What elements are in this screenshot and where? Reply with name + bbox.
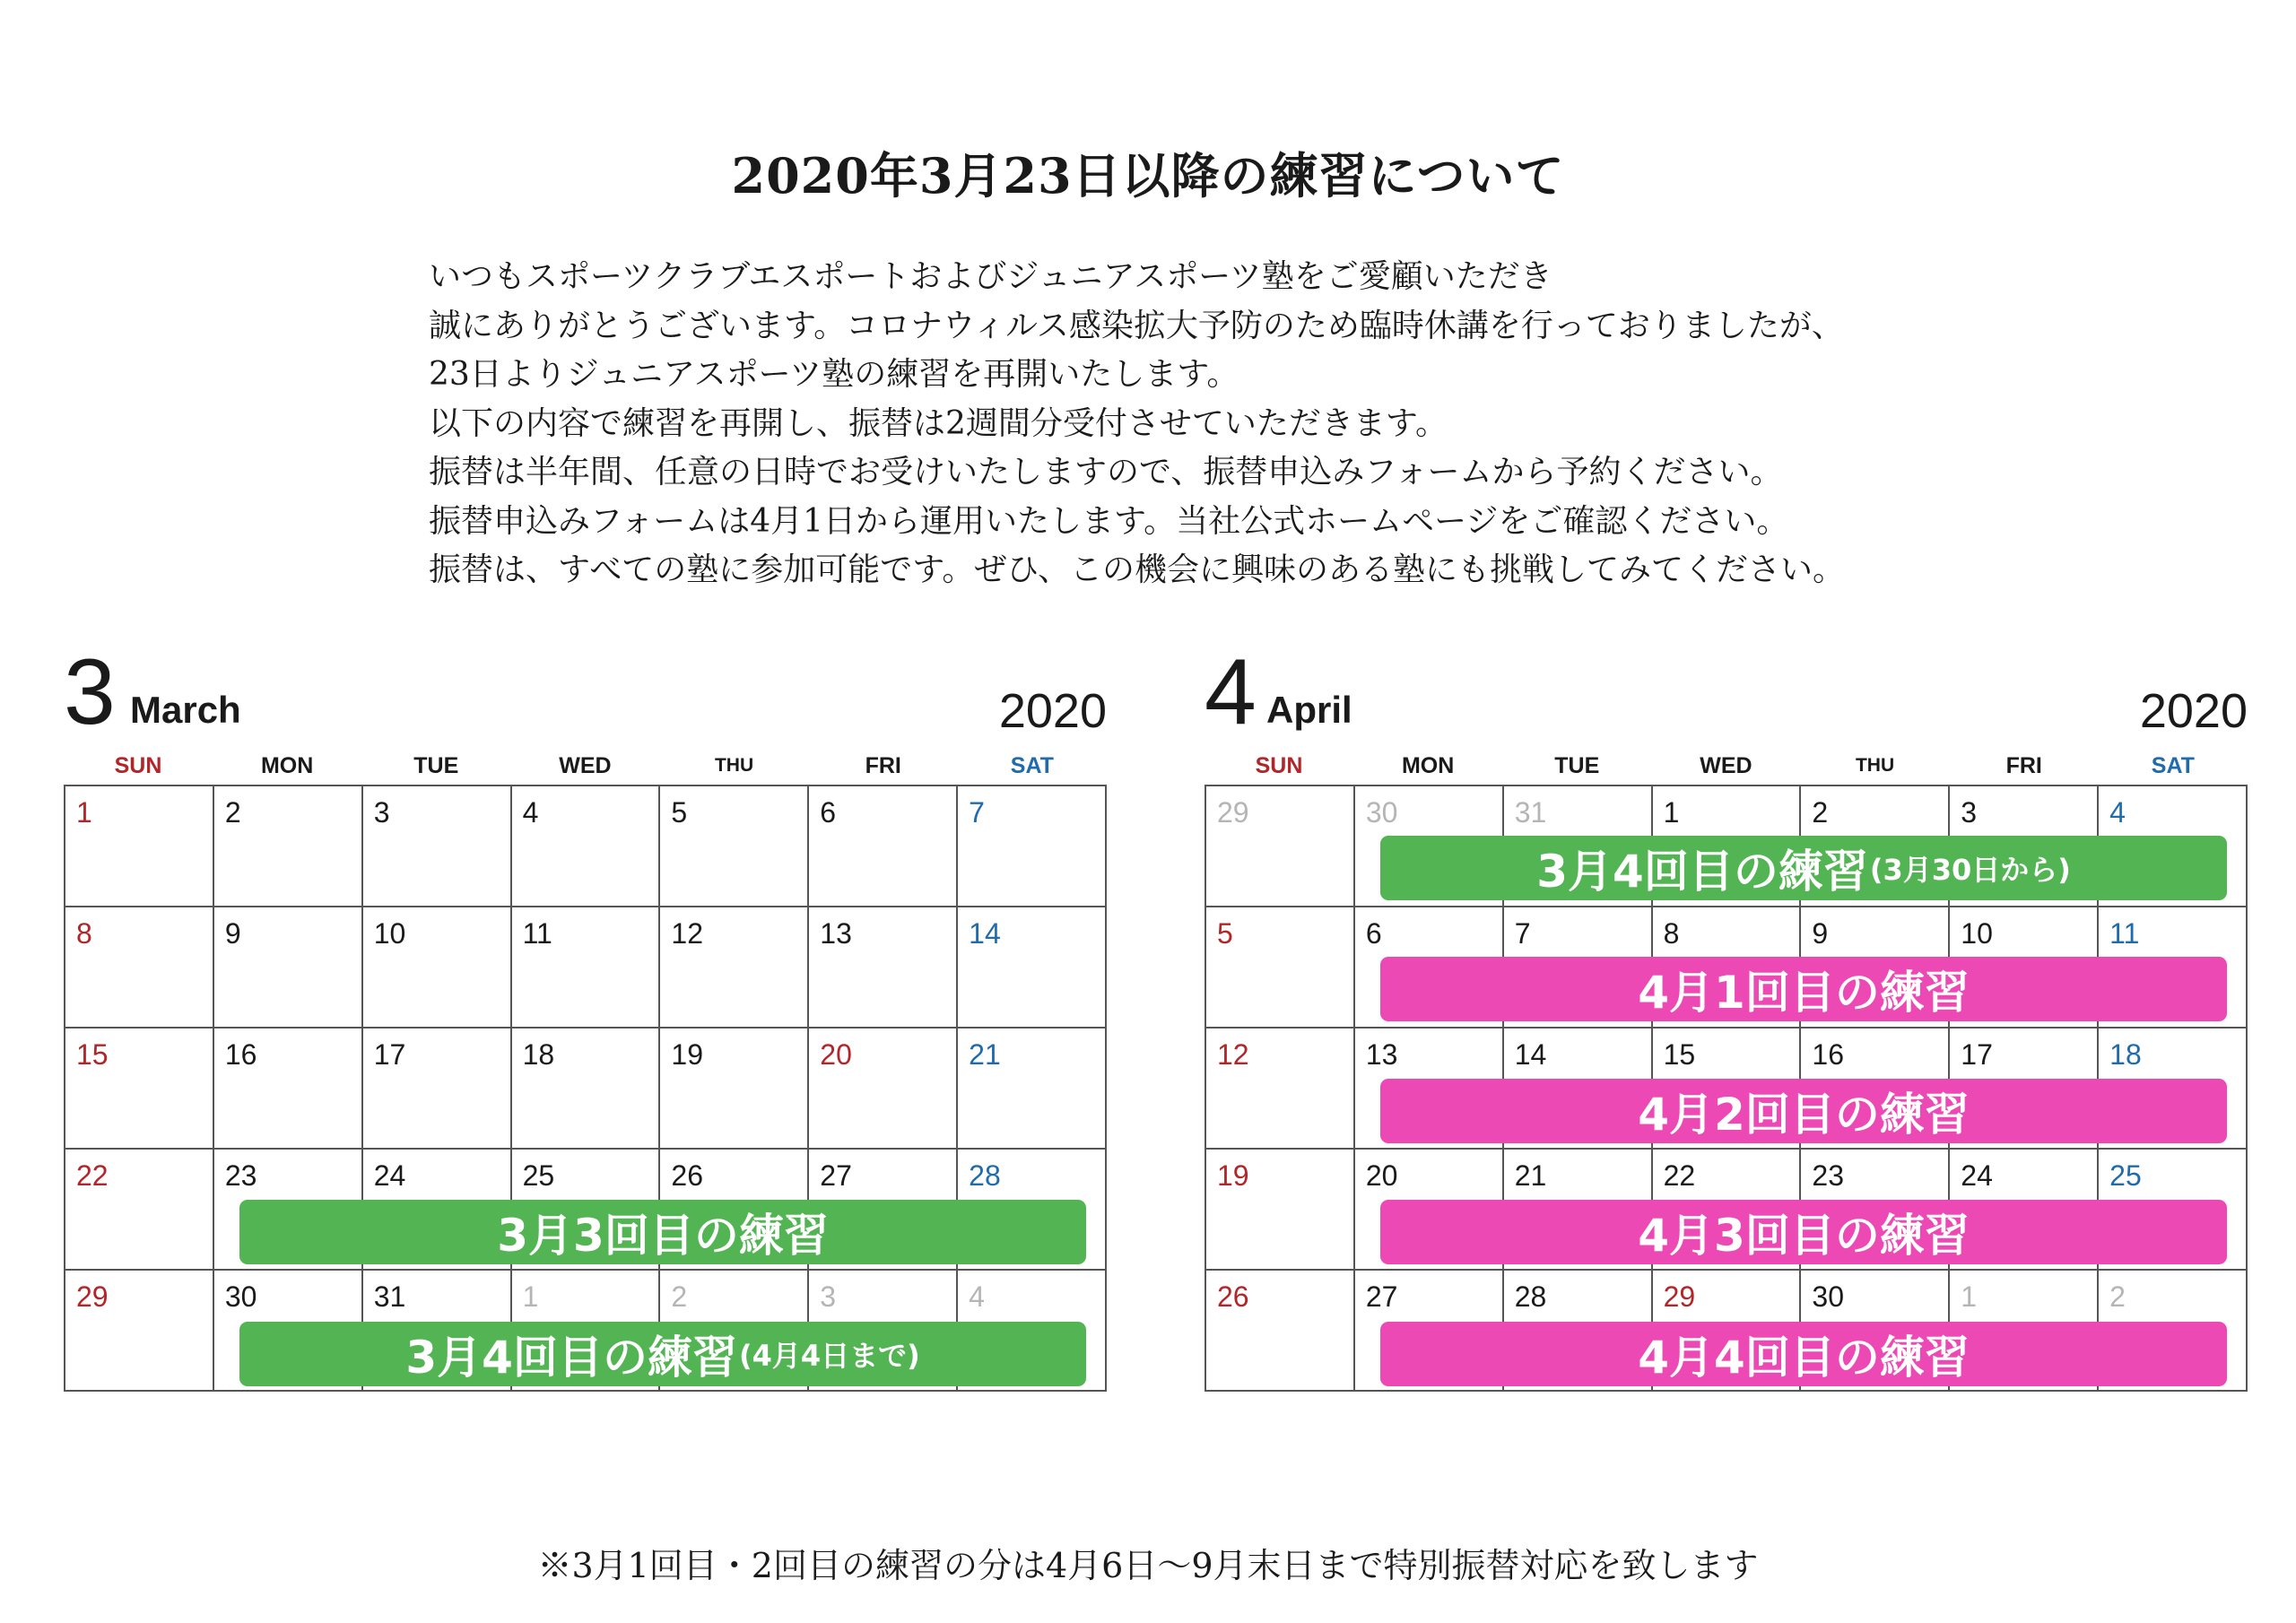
day-cell: 26 (1206, 1271, 1355, 1392)
day-cell: 21 (958, 1028, 1107, 1150)
intro-line: 振替は、すべての塾に参加可能です。ぜひ、この機会に興味のある塾にも挑戦してみてください。 (429, 551, 1845, 588)
day-cell: 9 (214, 907, 363, 1028)
day-cell: 29 (1206, 786, 1355, 907)
weekday-mon: MON (1401, 753, 1455, 778)
practice-bar-label: 3月4回目の練習 (405, 1331, 737, 1384)
practice-bar (1380, 836, 2227, 900)
practice-bar-label: 3月4回目の練習 (1536, 846, 1868, 898)
year-label: 2020 (998, 684, 1107, 738)
day-cell: 6 (1355, 907, 1504, 1028)
practice-bar (1380, 1200, 2227, 1264)
practice-bar-note: (3月30日から) (1869, 853, 2071, 887)
day-cell: 30 (214, 1271, 363, 1392)
practice-bar-label: 4月4回目の練習 (1638, 1331, 1970, 1384)
day-cell: 4 (512, 786, 661, 907)
day-cell: 23 (1801, 1150, 1950, 1271)
weekday-tue: TUE (413, 753, 459, 778)
day-cell: 10 (363, 907, 512, 1028)
day-cell: 22 (1653, 1150, 1802, 1271)
day-cell: 8 (1653, 907, 1802, 1028)
day-cell: 20 (809, 1028, 958, 1150)
practice-bar (1380, 957, 2227, 1021)
month-name: April (1266, 689, 1352, 731)
year-label: 2020 (2139, 684, 2248, 738)
day-cell: 7 (1504, 907, 1653, 1028)
weekday-sun: SUN (114, 753, 162, 778)
weekday-fri: FRI (2005, 753, 2042, 778)
day-cell: 18 (2099, 1028, 2248, 1150)
day-cell: 13 (809, 907, 958, 1028)
day-cell: 12 (1206, 1028, 1355, 1150)
practice-bar-label: 4月3回目の練習 (1638, 1210, 1970, 1263)
day-cell: 11 (2099, 907, 2248, 1028)
practice-bar-note: (4月4日まで) (738, 1338, 920, 1373)
practice-bar-label: 3月3回目の練習 (497, 1210, 829, 1263)
day-cell: 7 (958, 786, 1107, 907)
day-cell: 31 (1504, 786, 1653, 907)
day-cell: 8 (65, 907, 214, 1028)
day-cell: 12 (660, 907, 809, 1028)
day-cell: 26 (660, 1150, 809, 1271)
day-cell: 9 (1801, 907, 1950, 1028)
day-cell: 29 (65, 1271, 214, 1392)
practice-bar-label: 4月2回目の練習 (1638, 1088, 1970, 1141)
day-cell: 1 (512, 1271, 661, 1392)
footnote: ※3月1回目・2回目の練習の分は4月6日〜9月末日まで特別振替対応を致します (537, 1546, 1759, 1585)
day-cell: 1 (1950, 1271, 2099, 1392)
weekday-sun: SUN (1255, 753, 1303, 778)
practice-bar (1380, 1079, 2227, 1143)
day-cell: 17 (1950, 1028, 2099, 1150)
weekday-sat: SAT (1010, 753, 1054, 778)
month-name: March (130, 689, 241, 731)
day-cell: 10 (1950, 907, 2099, 1028)
weekday-sat: SAT (2151, 753, 2195, 778)
day-cell: 19 (1206, 1150, 1355, 1271)
month-number: 4 (1205, 640, 1257, 744)
day-cell: 5 (660, 786, 809, 907)
calendar-april (1205, 640, 2248, 1392)
weekday-header (1205, 748, 2248, 784)
weekday-wed: WED (559, 753, 612, 778)
intro-line: 23日よりジュニアスポーツ塾の練習を再開いたします。 (429, 356, 1239, 393)
day-cell: 14 (958, 907, 1107, 1028)
day-cell: 24 (363, 1150, 512, 1271)
practice-bar-label: 4月1回目の練習 (1638, 967, 1970, 1020)
day-cell: 17 (363, 1028, 512, 1150)
day-cell: 18 (512, 1028, 661, 1150)
practice-bar (239, 1322, 1086, 1386)
day-cell: 16 (214, 1028, 363, 1150)
weekday-mon: MON (260, 753, 314, 778)
calendar-header (1205, 640, 2248, 744)
day-cell: 20 (1355, 1150, 1504, 1271)
day-cell: 30 (1801, 1271, 1950, 1392)
day-cell: 25 (2099, 1150, 2248, 1271)
intro-line: 以下の内容で練習を再開し、振替は2週間分受付させていただきます。 (429, 404, 1448, 442)
day-cell: 6 (809, 786, 958, 907)
intro-text (429, 253, 2267, 595)
day-cell: 4 (2099, 786, 2248, 907)
day-cell: 16 (1801, 1028, 1950, 1150)
weekday-fri: FRI (865, 753, 901, 778)
day-cell: 13 (1355, 1028, 1504, 1150)
day-cell: 3 (363, 786, 512, 907)
day-cell: 27 (809, 1150, 958, 1271)
weekday-thu: THU (714, 755, 754, 776)
day-cell: 11 (512, 907, 661, 1028)
weekday-header (64, 748, 1107, 784)
weekday-thu: THU (1855, 755, 1895, 776)
day-cell: 22 (65, 1150, 214, 1271)
day-cell: 28 (1504, 1271, 1653, 1392)
day-cell: 2 (660, 1271, 809, 1392)
day-cell: 21 (1504, 1150, 1653, 1271)
intro-line: 振替申込みフォームは4月1日から運用いたします。当社公式ホームページをご確認ください。 (429, 502, 1789, 540)
day-cell: 24 (1950, 1150, 2099, 1271)
weekday-tue: TUE (1554, 753, 1600, 778)
page-title: 2020年3月23日以降の練習について (731, 147, 1565, 205)
practice-bar (239, 1200, 1086, 1264)
day-cell: 31 (363, 1271, 512, 1392)
day-cell: 28 (958, 1150, 1107, 1271)
day-cell: 4 (958, 1271, 1107, 1392)
day-cell: 25 (512, 1150, 661, 1271)
intro-line: 振替は半年間、任意の日時でお受けいたしますので、振替申込みフォームから予約ください。 (429, 454, 1783, 490)
day-cell: 1 (1653, 786, 1802, 907)
day-cell: 1 (65, 786, 214, 907)
calendar-grid (64, 785, 1107, 1392)
practice-bar (1380, 1322, 2227, 1386)
day-cell: 2 (214, 786, 363, 907)
intro-line: 誠にありがとうございます。コロナウィルス感染拡大予防のため臨時休講を行っておりましたが、 (429, 307, 1844, 344)
day-cell: 19 (660, 1028, 809, 1150)
day-cell: 15 (65, 1028, 214, 1150)
day-cell: 23 (214, 1150, 363, 1271)
month-number: 3 (64, 640, 116, 744)
calendar-header (64, 640, 1107, 744)
weekday-wed: WED (1700, 753, 1752, 778)
day-cell: 30 (1355, 786, 1504, 907)
day-cell: 2 (1801, 786, 1950, 907)
day-cell: 14 (1504, 1028, 1653, 1150)
day-cell: 3 (809, 1271, 958, 1392)
intro-line: いつもスポーツクラブエスポートおよびジュニアスポーツ塾をご愛顧いただき (429, 258, 1552, 295)
calendar-march (64, 640, 1107, 1392)
day-cell: 2 (2099, 1271, 2248, 1392)
day-cell: 29 (1653, 1271, 1802, 1392)
day-cell: 5 (1206, 907, 1355, 1028)
day-cell: 15 (1653, 1028, 1802, 1150)
day-cell: 27 (1355, 1271, 1504, 1392)
day-cell: 3 (1950, 786, 2099, 907)
